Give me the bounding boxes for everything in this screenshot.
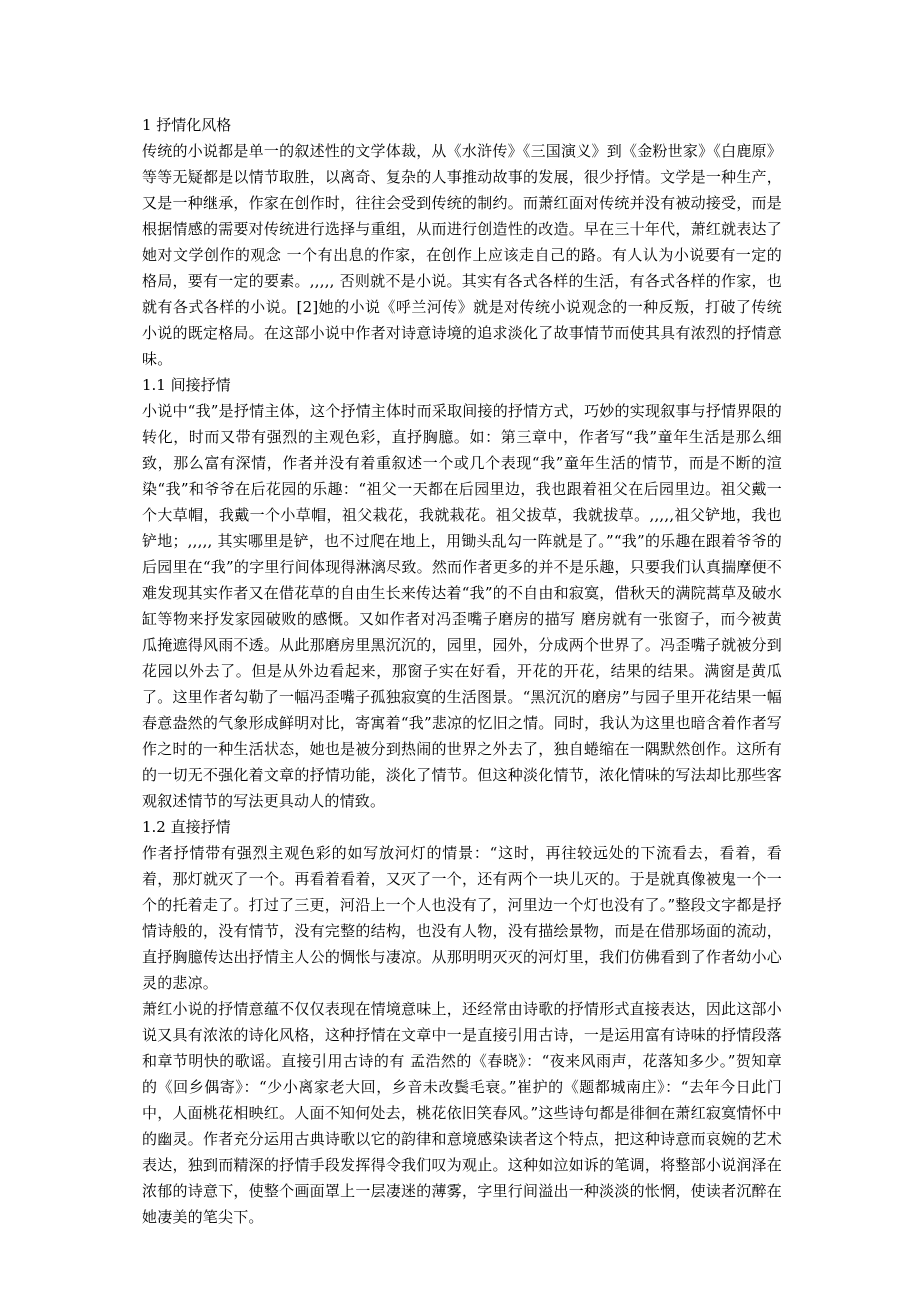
section-heading: 1.1 间接抒情 — [142, 376, 231, 394]
section-heading: 1.2 直接抒情 — [142, 818, 231, 836]
paragraph: 作者抒情带有强烈主观色彩的如写放河灯的情景：“这时，再往较远处的下流看去，看着，看着，那灯就灭了一个。再看着看着，又灭了一个，还有两个一块儿灭的。于是就真像被鬼一个一个的托着走了。打过了三更，河沿上一个人也没有了，河里边一个灯也没有了。”整段文字都是抒情诗般的，没有情节，没有完整的结构，也没有人物，没有描绘景物，而是在借那场面的流动，直抒胸臆传达出抒情主人公的惆怅与凄凉。从那明明灭灭的河灯里，我们仿佛看到了作者幼小心灵的悲凉。 — [142, 844, 782, 992]
document-body — [142, 112, 782, 1230]
paragraph: 传统的小说都是单一的叙述性的文学体裁，从《水浒传》《三国演义》到《金粉世家》《白鹿原》等等无疑都是以情节取胜，以离奇、复杂的人事推动故事的发展，很少抒情。文学是一种生产，又是一种继承，作家在创作时，往往会受到传统的制约。而萧红面对传统并没有被动接受，而是根据情感的需要对传统进行选择与重组，从而进行创造性的改造。早在三十年代，萧红就表达了她对文学创作的观念 一个有出息的作家，在创作上应该走自己的路。有人认为小说要有一定的格局，要有一定的要素。,,,,, 否则就不是小说。其实有各式各样的生活，有各式各样的作家，也就有各式各样的小说。[2]她的小说《呼兰河传》就是对传统小说观念的一种反叛，打破了传统小说的既定格局。在这部小说中作者对诗意诗境的追求淡化了故事情节而使其具有浓烈的抒情意味。 — [142, 142, 782, 368]
paragraph: 萧红小说的抒情意蕴不仅仅表现在情境意味上，还经常由诗歌的抒情形式直接表达，因此这部小说又具有浓浓的诗化风格，这种抒情在文章中一是直接引用古诗，一是运用富有诗味的抒情段落和章节明快的歌谣。直接引用古诗的有 孟浩然的《春晓》：“夜来风雨声，花落知多少。”贺知章的《回乡偶寄》：“少小离家老大回，乡音未改鬓毛衰。”崔护的《题都城南庄》：“去年今日此门中，人面桃花相映红。人面不知何处去，桃花依旧笑春风。”这些诗句都是徘徊在萧红寂寞情怀中的幽灵。作者充分运用古典诗歌以它的韵律和意境感染读者这个特点，把这种诗意而哀婉的艺术表达，独到而精深的抒情手段发挥得令我们叹为观止。这种如泣如诉的笔调，将整部小说润泽在浓郁的诗意下，使整个画面罩上一层凄迷的薄雾，字里行间溢出一种淡淡的怅惘，使读者沉醉在她凄美的笔尖下。 — [142, 1000, 782, 1226]
section-heading: 1 抒情化风格 — [142, 116, 232, 134]
paragraph: 小说中“我”是抒情主体，这个抒情主体时而采取间接的抒情方式，巧妙的实现叙事与抒情界限的转化，时而又带有强烈的主观色彩，直抒胸臆。如：第三章中，作者写“我”童年生活是那么细致，那么富有深情，作者并没有着重叙述一个或几个表现“我”童年生活的情节，而是不断的渲染“我”和爷爷在后花园的乐趣：“祖父一天都在后园里边，我也跟着祖父在后园里边。祖父戴一个大草帽，我戴一个小草帽，祖父栽花，我就栽花。祖父拔草，我就拔草。,,,,,祖父铲地，我也铲地；,,,,, 其实哪里是铲，也不过爬在地上，用锄头乱勾一阵就是了。”“我”的乐趣在跟着爷爷的后园里在“我”的字里行间体现得淋漓尽致。然而作者更多的并不是乐趣，只要我们认真揣摩便不难发现其实作者又在借花草的自由生长来传达着“我”的不自由和寂寞，借秋天的满院蒿草及破水缸等物来抒发家园破败的感慨。又如作者对冯歪嘴子磨房的描写 磨房就有一张窗子，而今被黄瓜掩遮得风雨不透。从此那磨房里黑沉沉的，园里，园外，分成两个世界了。冯歪嘴子就被分到花园以外去了。但是从外边看起来，那窗子实在好看，开花的开花，结果的结果。满窗是黄瓜了。这里作者勾勒了一幅冯歪嘴子孤独寂寞的生活图景。“黑沉沉的磨房”与园子里开花结果一幅春意盎然的气象形成鲜明对比，寄寓着“我”悲凉的忆旧之情。同时，我认为这里也暗含着作者写作之时的一种生活状态，她也是被分到热闹的世界之外去了，独自蜷缩在一隅默然创作。这所有的一切无不强化着文章的抒情功能，淡化了情节。但这种淡化情节，浓化情味的写法却比那些客观叙述情节的写法更具动人的情致。 — [142, 402, 782, 810]
